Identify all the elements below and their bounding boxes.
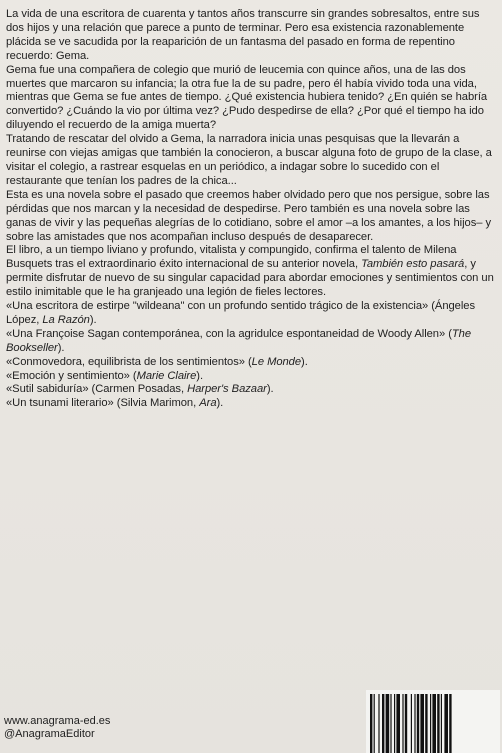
barcode-bar bbox=[420, 694, 424, 753]
previous-novel-title: También esto pasará bbox=[361, 258, 465, 271]
barcode-bar bbox=[402, 694, 403, 753]
barcode-bar bbox=[386, 694, 390, 753]
quote-text: «Emoción y sentimiento» ( bbox=[6, 369, 137, 382]
quote-text: «Un tsunami literario» (Silvia Marimon, bbox=[6, 397, 200, 410]
barcode-bar bbox=[396, 694, 400, 753]
quote-source: Marie Claire bbox=[136, 369, 197, 382]
barcode-bar bbox=[394, 694, 395, 753]
barcode-bar bbox=[444, 694, 448, 753]
barcode-bar bbox=[370, 694, 372, 753]
barcode-bar bbox=[425, 694, 427, 753]
quote-source: The Bookseller bbox=[6, 327, 472, 354]
quote-end: ). bbox=[216, 397, 224, 410]
praise-text-before: El libro, a un tiempo liviano y profundo, vitalista y compungido, confirma el talento de Milena Busquets tras el extraordinario éxito internacional de su anterior novela, bbox=[6, 244, 457, 271]
quote-source: La Razón bbox=[42, 313, 90, 326]
quote-text: «Una Françoise Sagan contemporánea, con la agridulce espontaneidad de Woody Allen» ( bbox=[6, 327, 452, 340]
praise-text-after: , y permite disfrutar de nuevo de su singular capacidad para abordar emociones y sentimientos con un estilo inimitable que le ha granjeado una legión de fieles lectores. bbox=[6, 258, 494, 299]
barcode-bar bbox=[411, 694, 412, 753]
quote-end: ). bbox=[89, 313, 97, 326]
quote-end: ). bbox=[196, 369, 204, 382]
publisher-website: www.anagrama-ed.es bbox=[4, 715, 111, 727]
barcode-bar bbox=[378, 694, 379, 753]
barcode-bar bbox=[441, 694, 442, 753]
review-quote bbox=[6, 328, 494, 356]
barcode-bar bbox=[382, 694, 384, 753]
barcode-bar bbox=[430, 694, 431, 753]
barcode-bar bbox=[437, 694, 439, 753]
quote-text: «Sutil sabiduría» (Carmen Posadas, bbox=[6, 383, 188, 396]
barcode-bar bbox=[449, 694, 451, 753]
publisher-social-handle: @AnagramaEditor bbox=[4, 728, 95, 740]
synopsis-paragraph-1: La vida de una escritora de cuarenta y tantos años transcurre sin grandes sobresaltos, entre sus dos hijos y una relación que parece a punto de terminar. Pero esa existencia razonablemente plácida se ve sacudida por la reaparición de un fantasma del pasado en forma de repentino recuerdo: Gema. bbox=[6, 8, 480, 62]
synopsis-paragraph-2: Gema fue una compañera de colegio que murió de leucemia con quince años, una de las dos muertes que marcaron su infancia; la otra fue la de su padre, pero él había vivido toda una vida, mientras que Gema se fue antes de tiempo. ¿Qué existencia hubiera tenido? ¿En quién se habría convertido? ¿Cuándo la vio por última vez? ¿Pudo despedirse de ella? ¿Por qué el tiempo ha ido diluyendo el recuerdo de la amiga muerta? bbox=[6, 63, 488, 132]
review-quote bbox=[6, 356, 494, 370]
quote-end: ). bbox=[301, 355, 308, 368]
quote-text: «Conmovedora, equilibrista de los sentimientos» ( bbox=[6, 355, 252, 368]
quote-source: Ara bbox=[199, 397, 217, 410]
barcode-bars bbox=[366, 690, 500, 753]
barcode-icon bbox=[366, 690, 500, 753]
quote-end: ). bbox=[266, 383, 274, 396]
review-quote bbox=[6, 370, 494, 384]
publisher-footer bbox=[4, 715, 110, 741]
quote-source: Harper's Bazaar bbox=[187, 383, 267, 396]
barcode-bar bbox=[414, 694, 415, 753]
back-cover-text bbox=[6, 8, 494, 411]
barcode-bar bbox=[405, 694, 407, 753]
quote-end: ). bbox=[57, 341, 65, 354]
barcode-bar bbox=[417, 694, 419, 753]
review-quote bbox=[6, 397, 494, 411]
barcode-bar bbox=[432, 694, 436, 753]
review-quote bbox=[6, 383, 494, 397]
review-quote bbox=[6, 300, 494, 328]
barcode-bar bbox=[390, 694, 391, 753]
barcode-bar bbox=[374, 694, 375, 753]
quote-source: Le Monde bbox=[251, 355, 302, 368]
synopsis-paragraph-3: Tratando de rescatar del olvido a Gema, la narradora inicia unas pesquisas que la llevarán a reunirse con viejas amigas que también la conocieron, a buscar alguna foto de grupo de la clase, a visitar el colegio, a rastrear esquelas en un periódico, a indagar sobre lo sucedido con el restaurante que tenían los padres de la chica... bbox=[6, 133, 492, 187]
praise-paragraph bbox=[6, 244, 494, 300]
quote-text: «Una escritora de estirpe "wildeana" con un profundo sentido trágico de la existencia» (Ángeles López, bbox=[6, 300, 476, 326]
synopsis-paragraph-4: Esta es una novela sobre el pasado que creemos haber olvidado pero que nos persigue, sobre las pérdidas que nos marcan y la necesidad de despedirse. Pero también es una novela sobre las ganas de vivir y las pequeñas alegrías de lo cotidiano, sobre el amor –a los amantes, a los hijos– y sobre las amistades que nos acompañan incluso después de desaparecer. bbox=[6, 188, 492, 243]
